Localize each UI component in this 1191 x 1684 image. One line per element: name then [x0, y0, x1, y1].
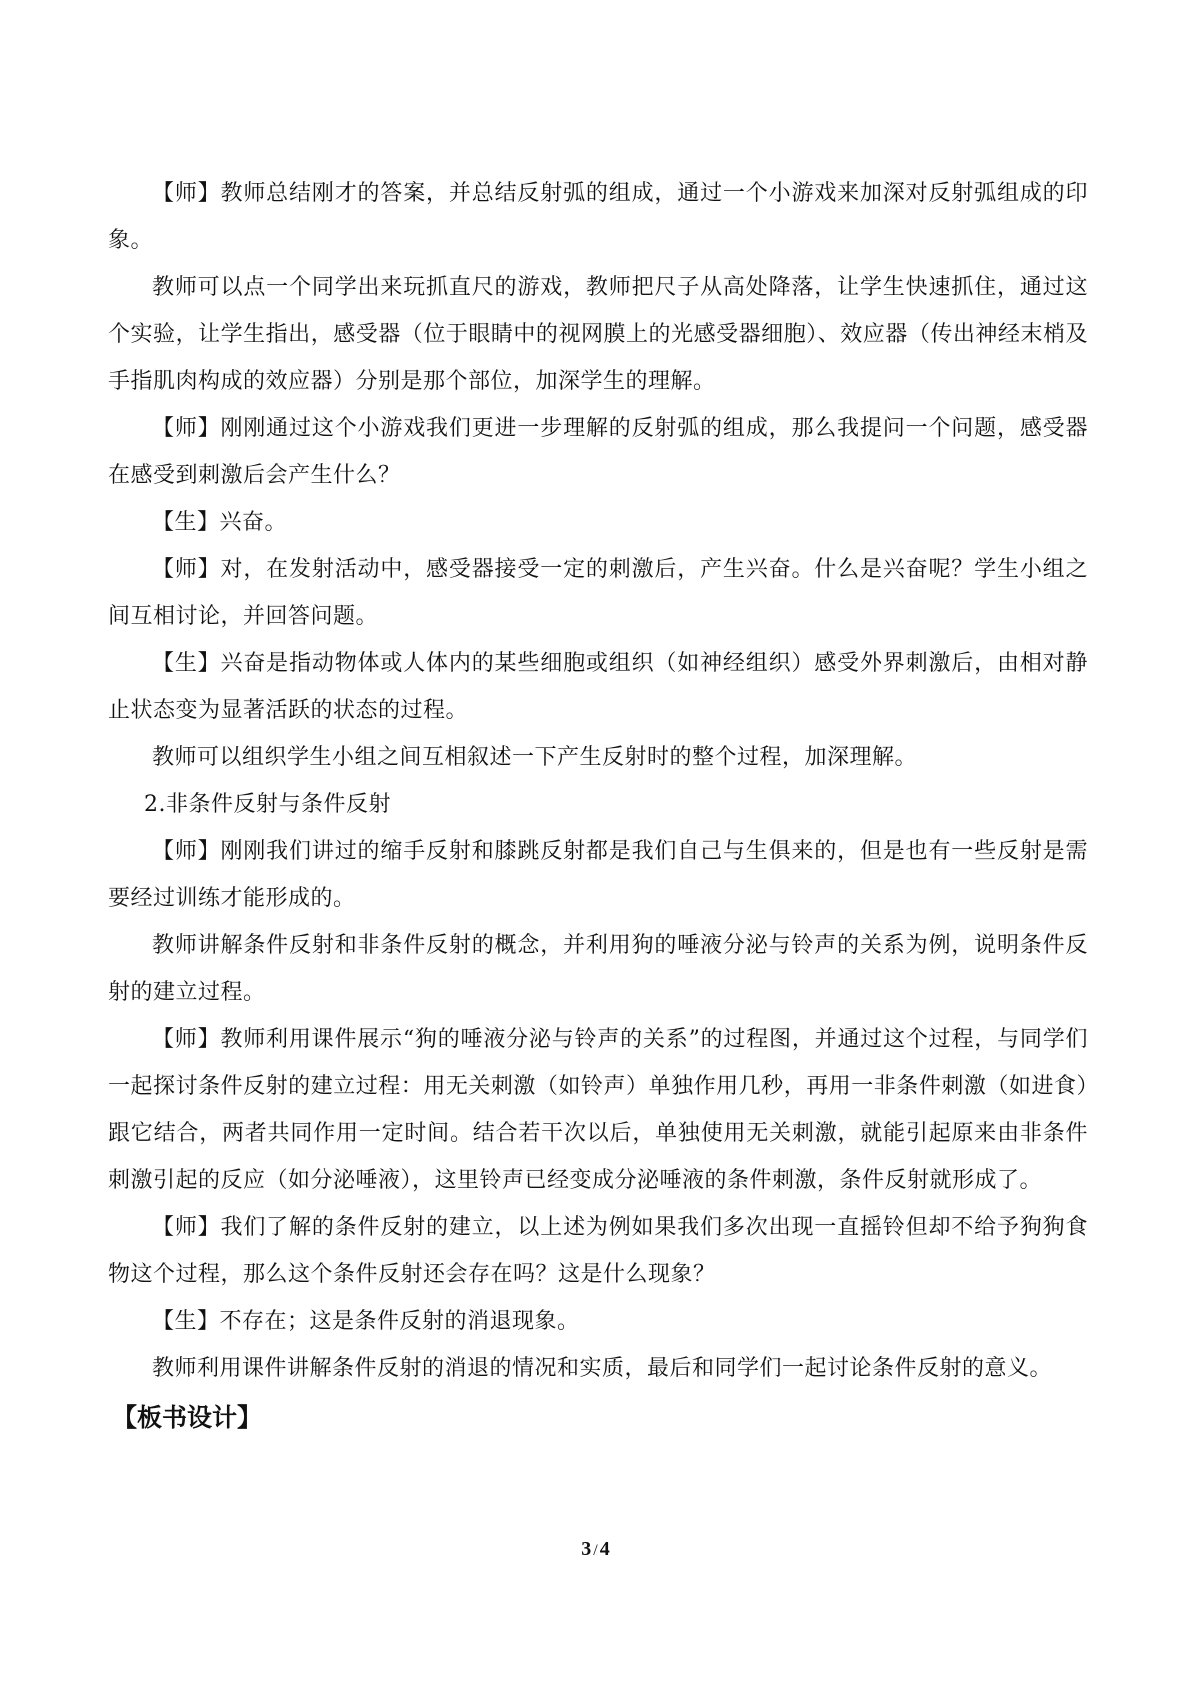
document-body: [108, 170, 1088, 1444]
paragraph-student-answer-excitation: 【生】兴奋。: [152, 510, 288, 535]
paragraph-extinction-question: 【师】我们了解的条件反射的建立，以上述为例如果我们多次出现一直摇铃但却不给予狗狗食物这个过程，那么这个条件反射还会存在吗？这是什么现象？: [108, 1215, 1088, 1287]
paragraph-significance: 教师利用课件讲解条件反射的消退的情况和实质，最后和同学们一起讨论条件反射的意义。: [152, 1356, 1053, 1381]
paragraph-student-excitation-definition: 【生】兴奋是指动物体或人体内的某些细胞或组织（如神经组织）感受外界刺激后，由相对静止状态变为显著活跃的状态的过程。: [108, 651, 1088, 723]
paragraph-group-narration: 教师可以组织学生小组之间互相叙述一下产生反射时的整个过程，加深理解。: [152, 745, 918, 770]
paragraph-concept-explanation: 教师讲解条件反射和非条件反射的概念，并利用狗的唾液分泌与铃声的关系为例，说明条件反射的建立过程。: [108, 933, 1088, 1005]
paragraph-dog-saliva-bell: 【师】教师利用课件展示“狗的唾液分泌与铃声的关系”的过程图，并通过这个过程，与同学们一起探讨条件反射的建立过程：用无关刺激（如铃声）单独作用几秒，再用一非条件刺激（如进食）跟它结合，两者共同作用一定时间。结合若干次以后，单独使用无关刺激，就能引起原来由非条件刺激引起的反应（如分泌唾液），这里铃声已经变成分泌唾液的条件刺激，条件反射就形成了。: [108, 1027, 1088, 1193]
current-page-number: 3: [581, 1538, 592, 1560]
page-separator: /: [593, 1542, 598, 1559]
paragraph-teacher-excitation: 【师】对，在发射活动中，感受器接受一定的刺激后，产生兴奋。什么是兴奋呢？学生小组之间互相讨论，并回答问题。: [108, 557, 1088, 629]
subsection-title-reflex-types: 2.非条件反射与条件反射: [144, 792, 391, 817]
total-pages-number: 4: [599, 1538, 610, 1560]
section-heading-board-design: 【板书设计】: [112, 1403, 263, 1432]
page-number: [0, 1538, 1191, 1561]
paragraph-teacher-summary: 【师】教师总结刚才的答案，并总结反射弧的组成，通过一个小游戏来加深对反射弧组成的印象。: [108, 181, 1088, 253]
paragraph-innate-reflex: 【师】刚刚我们讲过的缩手反射和膝跳反射都是我们自己与生俱来的，但是也有一些反射是需要经过训练才能形成的。: [108, 839, 1088, 911]
paragraph-ruler-game: 教师可以点一个同学出来玩抓直尺的游戏，教师把尺子从高处降落，让学生快速抓住，通过这个实验，让学生指出，感受器（位于眼睛中的视网膜上的光感受器细胞）、效应器（传出神经末梢及手指肌肉构成的效应器）分别是那个部位，加深学生的理解。: [108, 275, 1088, 394]
paragraph-student-extinction-answer: 【生】不存在；这是条件反射的消退现象。: [152, 1309, 580, 1334]
paragraph-teacher-question: 【师】刚刚通过这个小游戏我们更进一步理解的反射弧的组成，那么我提问一个问题，感受器在感受到刺激后会产生什么？: [108, 416, 1088, 488]
